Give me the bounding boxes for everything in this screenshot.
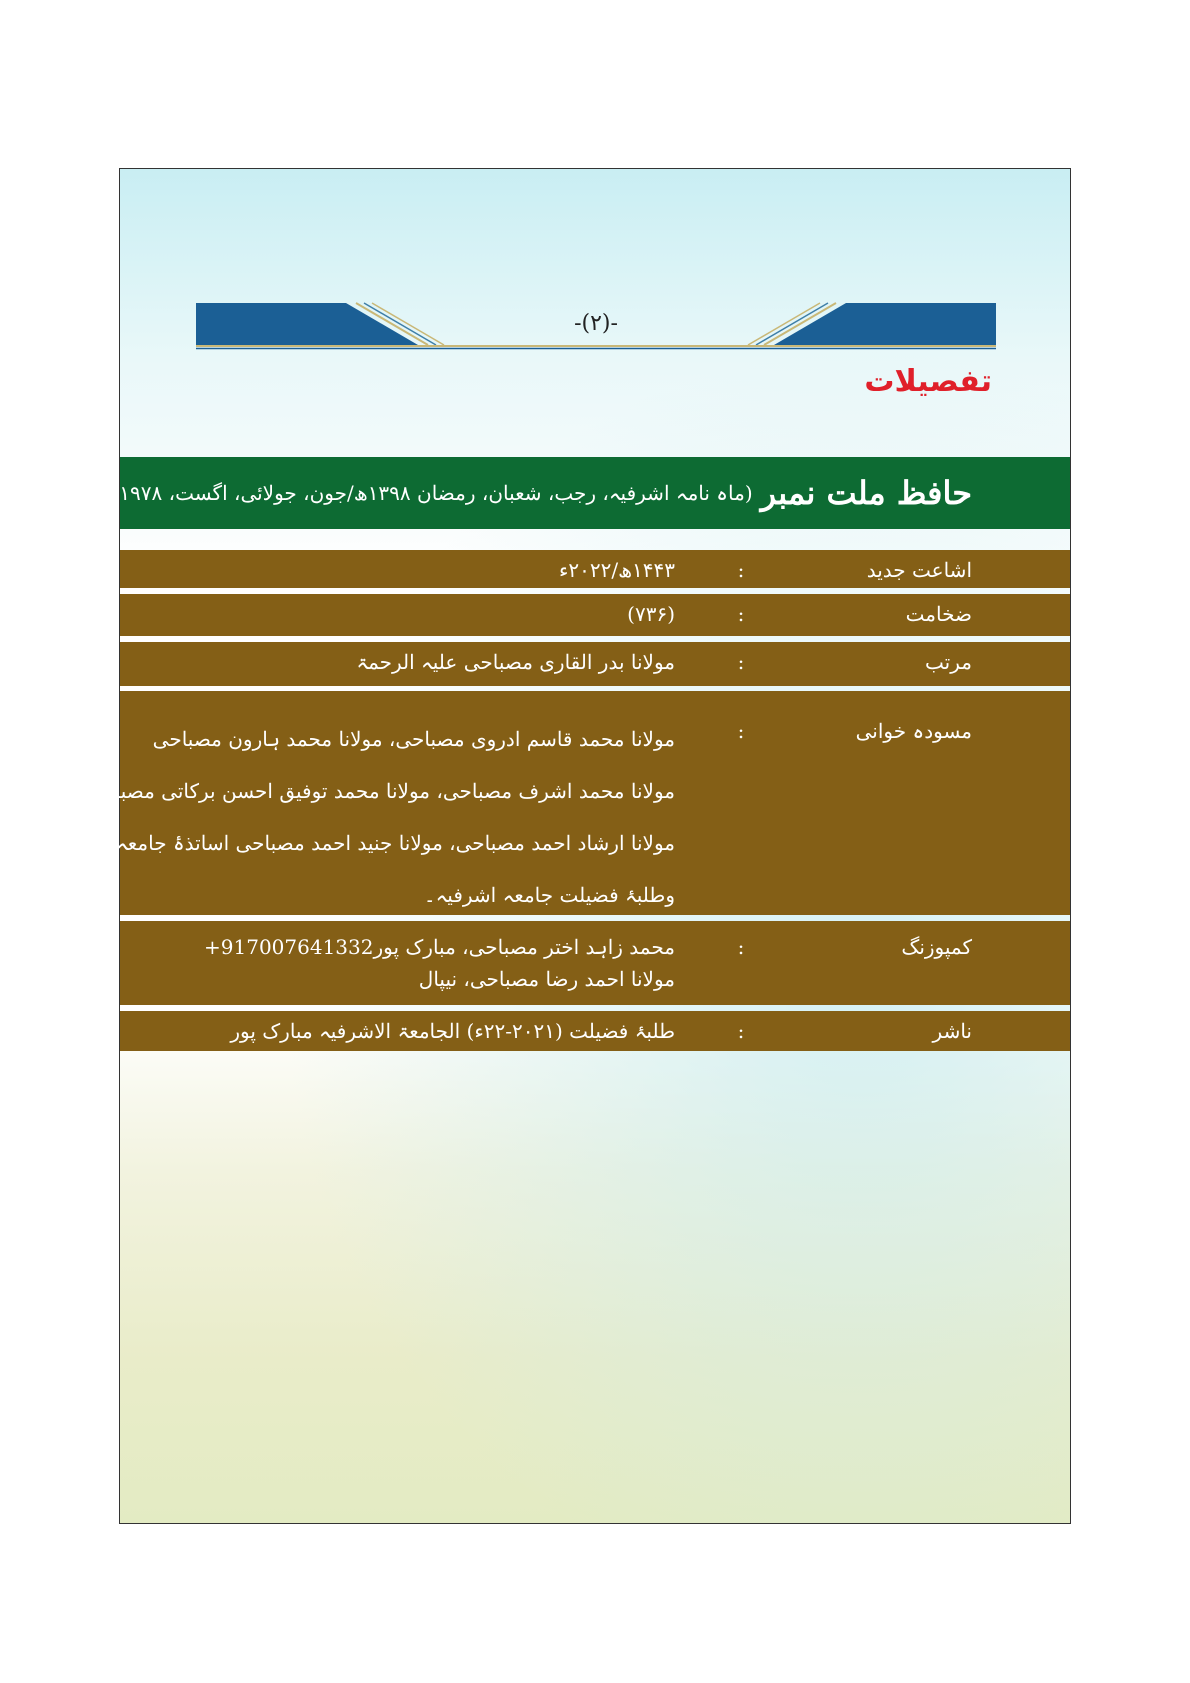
row-label: مرتب <box>925 650 972 674</box>
row-label: ناشر <box>932 1019 972 1043</box>
row-separator: : <box>737 650 745 674</box>
section-heading: تفصیلات <box>864 364 992 399</box>
composer-line: مولانا احمد رضا مصباحی، نیپال <box>418 967 675 991</box>
details-row-composing <box>120 921 1070 1005</box>
title-bar <box>102 457 1070 529</box>
row-label: کمپوزنگ <box>901 935 972 959</box>
details-row-publisher <box>120 1011 1070 1051</box>
page-number: -(۲)- <box>574 311 618 336</box>
details-row-proofreading <box>49 691 1070 915</box>
row-label: اشاعت جدید <box>866 558 972 582</box>
row-separator: : <box>737 719 745 743</box>
row-value: طلبۂ فضیلت (۲۰۲۱-۲۲ء) الجامعۃ الاشرفیہ مبارک پور <box>230 1019 675 1043</box>
proofreader-line: مولانا ارشاد احمد مصباحی، مولانا جنید احمد مصباحی اساتذۂ جامعہ اشرفیہ <box>49 831 675 855</box>
composer-line <box>205 931 675 963</box>
row-value: (۷۳۶) <box>627 602 675 626</box>
row-value-lines <box>49 713 675 921</box>
row-label: مسودہ خوانی <box>855 719 972 743</box>
proofreader-line: وطلبۂ فضیلت جامعہ اشرفیہ۔ <box>423 883 675 907</box>
row-value-lines <box>205 931 675 995</box>
proofreader-line: مولانا محمد قاسم ادروی مصباحی، مولانا محمد ہارون مصباحی <box>152 727 675 751</box>
proofreader-line: مولانا محمد اشرف مصباحی، مولانا محمد توفیق احسن برکاتی مصباحی <box>85 779 675 803</box>
row-value: ۱۴۴۳ھ/۲۰۲۲ء <box>558 558 675 582</box>
title-main: حافظ ملت نمبر <box>760 474 972 512</box>
details-row-pages <box>120 594 1070 636</box>
row-separator: : <box>737 935 745 959</box>
title-subtitle: (ماہ نامہ اشرفیہ، رجب، شعبان، رمضان ۱۳۹۸ھ/جون، جولائی، اگست، ۱۹۷۸ء) <box>102 481 753 505</box>
row-separator: : <box>737 602 745 626</box>
details-row-compiler <box>120 642 1070 686</box>
row-separator: : <box>737 1019 745 1043</box>
row-separator: : <box>737 558 745 582</box>
composer-name: محمد زاہد اختر مصباحی، مبارک پور <box>373 935 675 959</box>
page-frame <box>49 168 1071 1524</box>
composer-phone: +917007641332 <box>204 935 374 959</box>
page-header-band <box>196 303 996 349</box>
row-value: مولانا بدر القاری مصباحی علیہ الرحمۃ <box>356 650 675 674</box>
row-label: ضخامت <box>905 602 972 626</box>
details-row-publication <box>120 550 1070 588</box>
